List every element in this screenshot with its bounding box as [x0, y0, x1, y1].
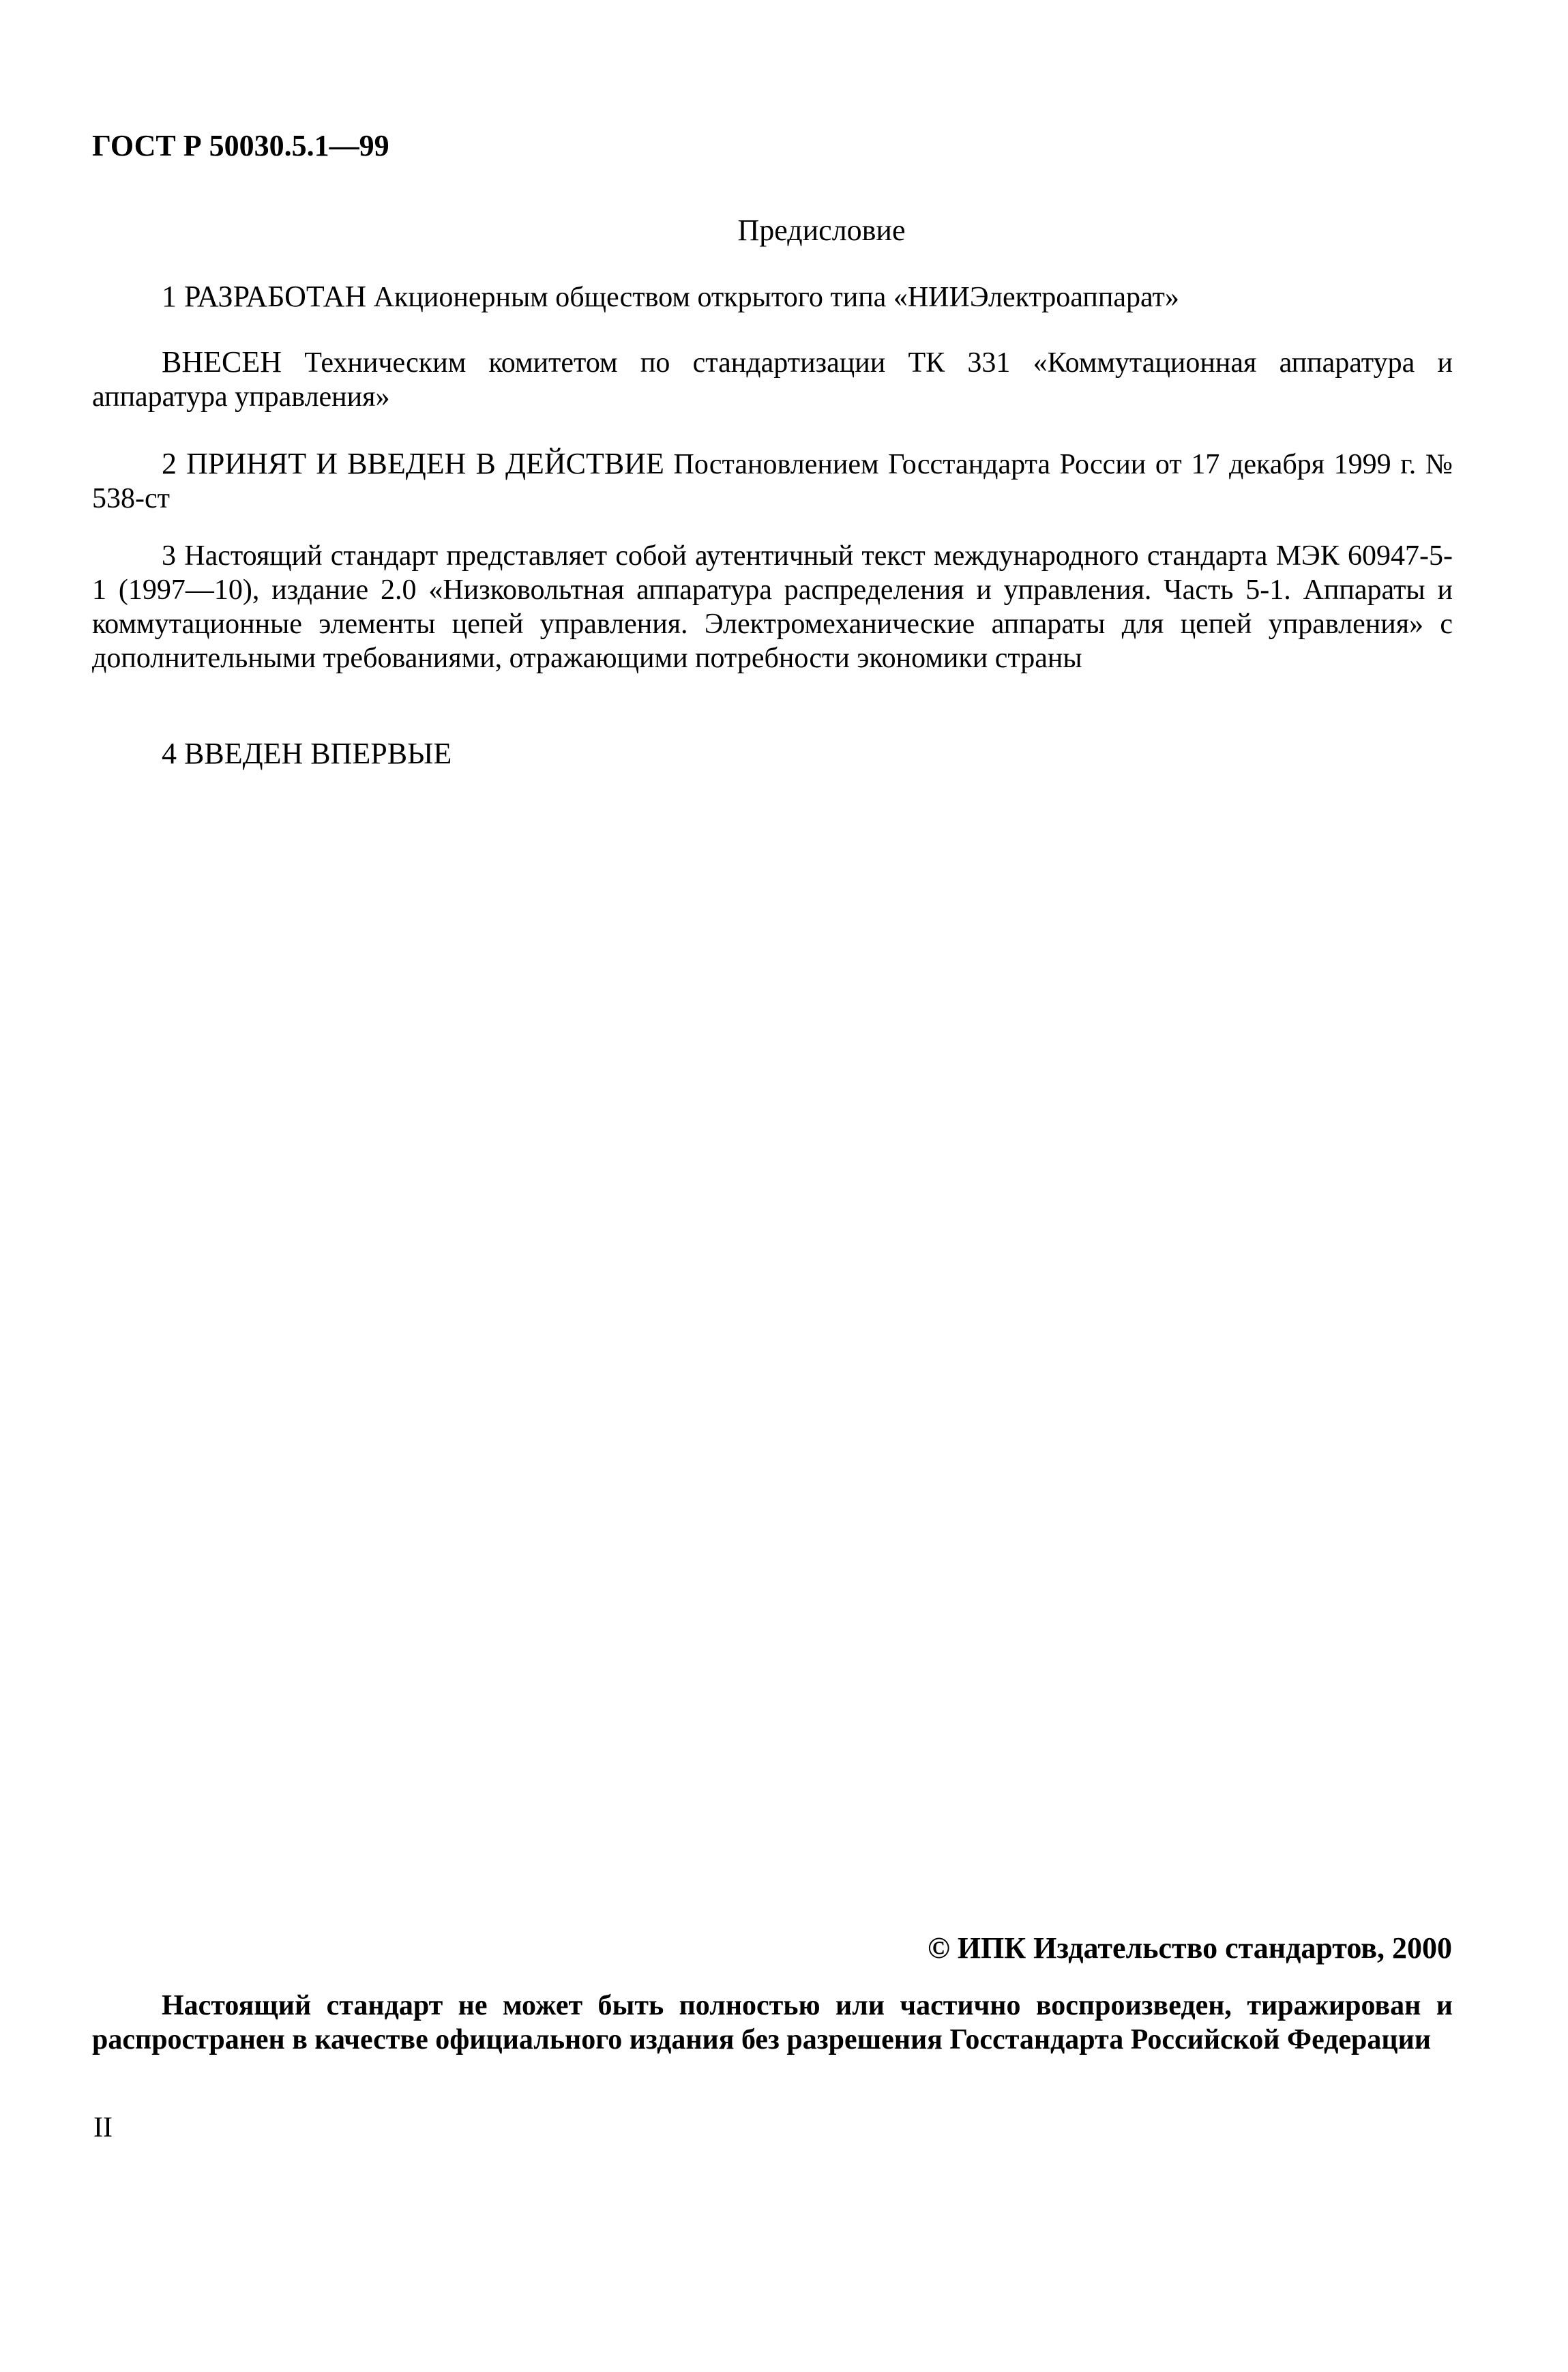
- paragraph-text: Техническим комитетом по стандартизации ТК 331 «Коммутационная аппаратура и аппаратура управления»: [92, 347, 1453, 413]
- paragraph-text: Акционерным обществом открытого типа «НИИЭлектроаппарат»: [366, 282, 1179, 313]
- reproduction-notice: Настоящий стандарт не может быть полностью или частично воспроизведен, тиражирован и распространен в качестве официального издания без разрешения Госстандарта Российской Федерации: [92, 1990, 1453, 2055]
- paragraph-lead: ВНЕСЕН: [162, 345, 282, 379]
- paragraph-first-introduced: [92, 737, 1453, 772]
- section-title: Предисловие: [737, 214, 906, 247]
- paragraph-text: Постановлением Госстандарта России от 17 декабря 1999 г. № 538-ст: [92, 449, 1453, 514]
- paragraph-lead: 3: [162, 540, 176, 572]
- paragraph-text: Настоящий стандарт представляет собой аутентичный текст международного стандарта МЭК 60947-5-1 (1997—10), издание 2.0 «Низковольтная аппаратура распределения и управления. Часть 5-1. Аппараты и коммутационные элементы цепей управления. Электромеханические аппараты для цепей управления» с дополнительными требованиями, отражающими потребности экономики страны: [92, 540, 1453, 674]
- copyright-line: © ИПК Издательство стандартов, 2000: [927, 1931, 1452, 1965]
- paragraph-lead: 4 ВВЕДЕН ВПЕРВЫЕ: [162, 737, 452, 770]
- document-header: ГОСТ Р 50030.5.1—99: [92, 129, 389, 162]
- paragraph-developed-by: [92, 280, 1453, 314]
- paragraph-introduced-by: [92, 345, 1453, 414]
- paragraph-adopted: [92, 447, 1453, 516]
- paragraph-lead: 1 РАЗРАБОТАН: [162, 280, 367, 313]
- paragraph-authentic-text: [92, 539, 1453, 675]
- page-number: II: [93, 2112, 113, 2143]
- paragraph-lead: 2 ПРИНЯТ И ВВЕДЕН В ДЕЙСТВИЕ: [162, 447, 664, 480]
